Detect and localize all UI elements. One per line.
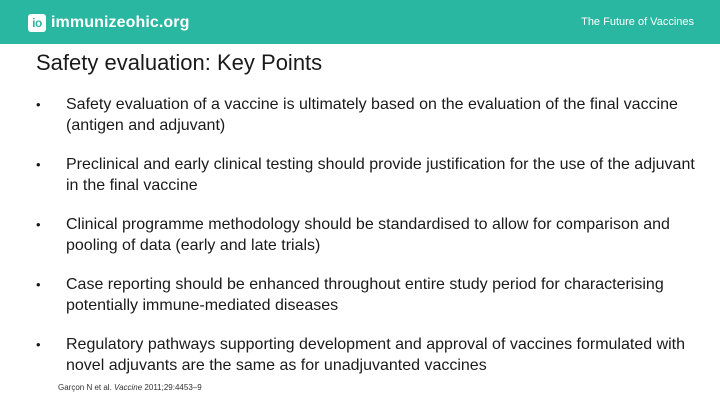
bullet-item <box>36 154 696 196</box>
bullet-text: Regulatory pathways supporting development and approval of vaccines formulated with novel adjuvants are the same as for unadjuvanted vaccines <box>66 336 686 374</box>
bullet-icon: • <box>36 157 41 172</box>
header-bar <box>0 0 720 44</box>
citation-journal: Vaccine <box>114 383 143 392</box>
logo-badge-icon: io <box>28 14 46 32</box>
bullet-item <box>36 274 696 316</box>
citation <box>58 383 202 392</box>
bullet-icon: • <box>36 97 41 112</box>
slide-title: Safety evaluation: Key Points <box>36 50 323 75</box>
bullet-icon: • <box>36 337 41 352</box>
citation-authors: Garçon N et al. <box>58 383 115 392</box>
bullet-text: Preclinical and early clinical testing should provide justification for the use of the adjuvant in the final vaccine <box>66 156 695 194</box>
bullet-text: Clinical programme methodology should be standardised to allow for comparison and pooling of data (early and late trials) <box>66 216 670 254</box>
bullet-text: Case reporting should be enhanced throughout entire study period for characterising potentially immune-mediated diseases <box>66 276 664 314</box>
bullet-icon: • <box>36 277 41 292</box>
header-tagline: The Future of Vaccines <box>581 16 694 28</box>
bullet-item <box>36 334 696 376</box>
bullet-item <box>36 94 696 136</box>
logo-text: immunizeohic.org <box>51 14 190 31</box>
logo[interactable] <box>28 12 190 34</box>
bullet-text: Safety evaluation of a vaccine is ultimately based on the evaluation of the final vaccine (antigen and adjuvant) <box>66 96 678 134</box>
bullet-list <box>36 94 696 394</box>
bullet-item <box>36 214 696 256</box>
citation-details: 2011;29:4453–9 <box>142 383 202 392</box>
bullet-icon: • <box>36 217 41 232</box>
